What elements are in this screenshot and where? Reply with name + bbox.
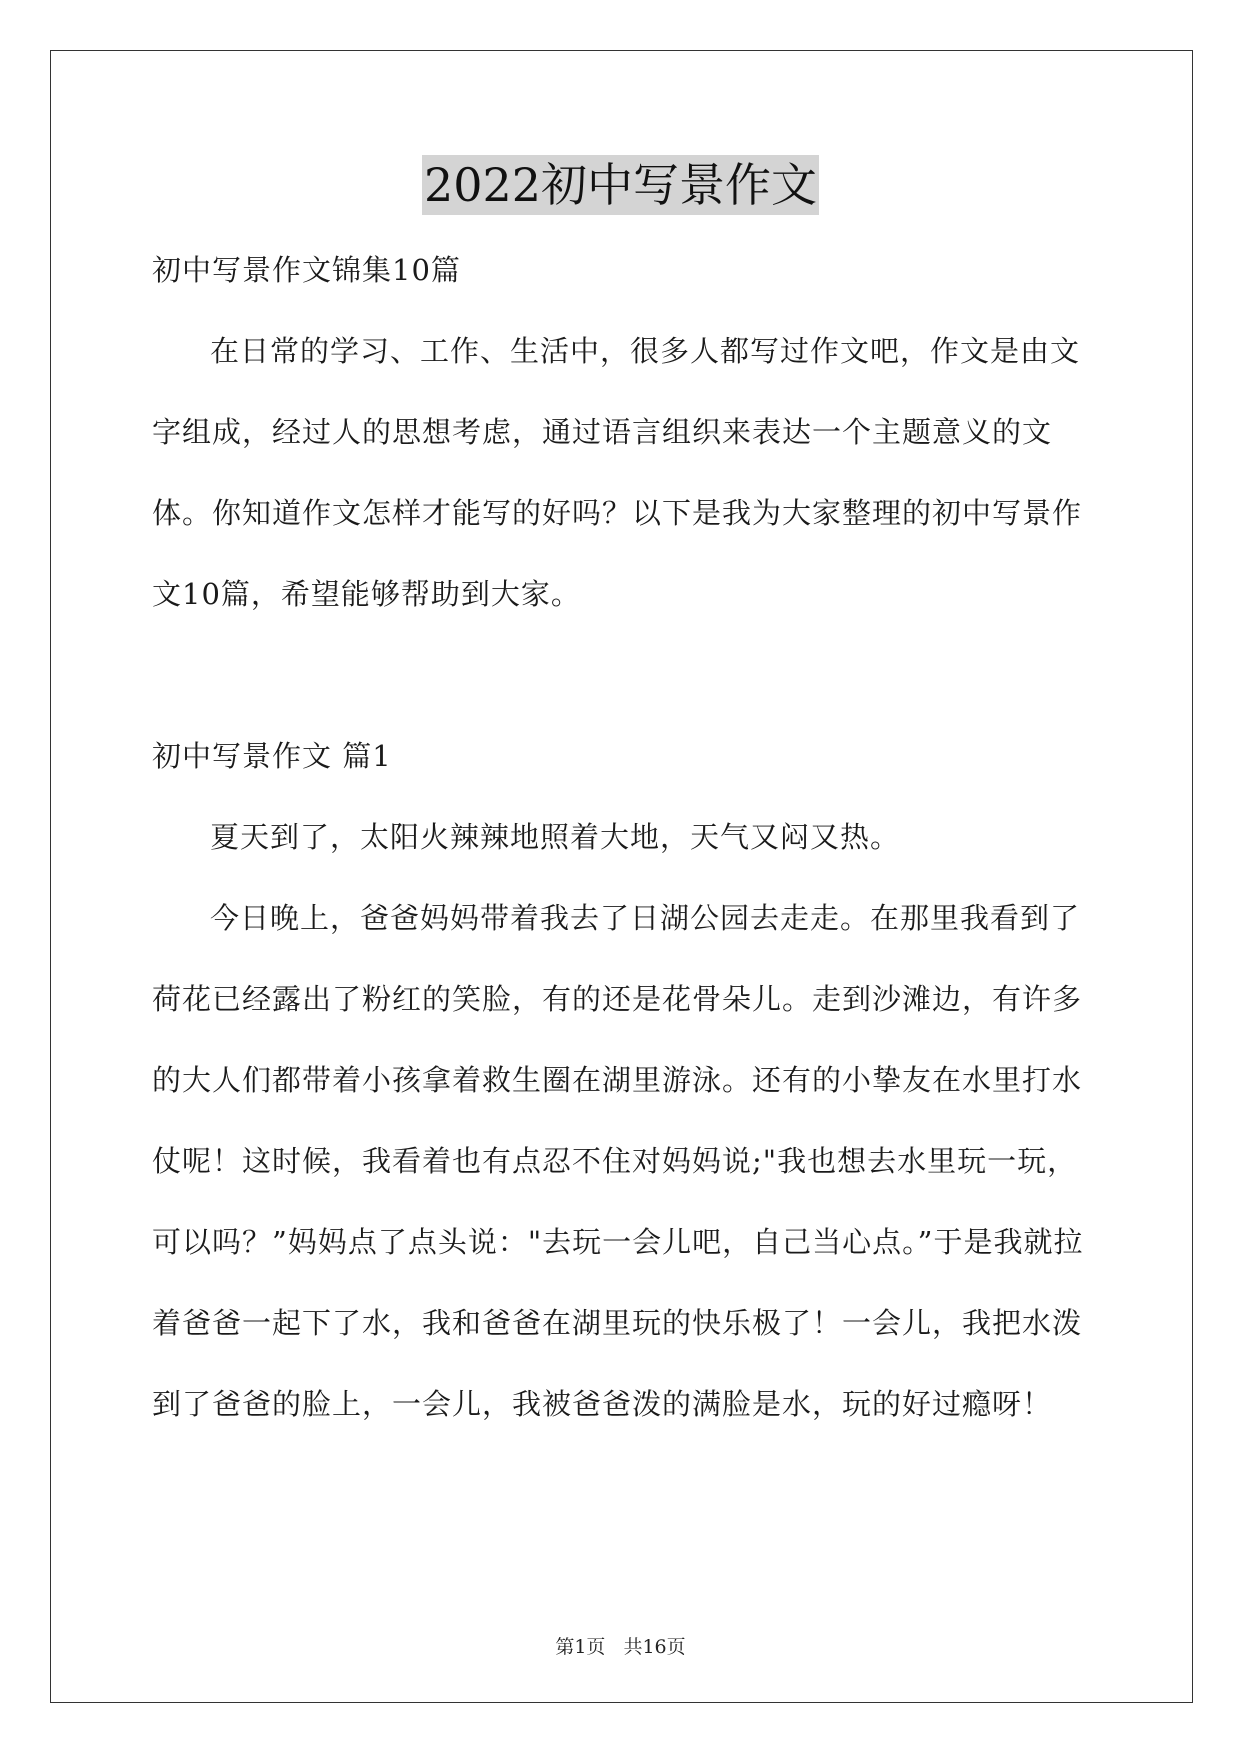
document-body xyxy=(152,230,1092,1445)
document-title: 2022初中写景作文 xyxy=(422,155,819,215)
page-footer xyxy=(0,1632,1241,1659)
title-container xyxy=(0,155,1241,215)
section-heading: 初中写景作文 篇1 xyxy=(152,739,392,773)
body-paragraph-2: 今日晚上，爸爸妈妈带着我去了日湖公园去走走。在那里我看到了荷花已经露出了粉红的笑脸，有的还是花骨朵儿。走到沙滩边，有许多的大人们都带着小孩拿着救生圈在湖里游泳。还有的小挚友在水里打水仗呢！这时候，我看着也有点忍不住对妈妈说;"我也想去水里玩一玩，可以吗？”妈妈点了点头说："去玩一会儿吧，自己当心点。”于是我就拉着爸爸一起下了水，我和爸爸在湖里玩的快乐极了！一会儿，我把水泼到了爸爸的脸上，一会儿，我被爸爸泼的满脸是水，玩的好过瘾呀！ xyxy=(152,901,1084,1421)
page-number-current: 第1页 xyxy=(555,1636,606,1658)
intro-paragraph: 在日常的学习、工作、生活中，很多人都写过作文吧，作文是由文字组成，经过人的思想考虑，通过语言组织来表达一个主题意义的文体。你知道作文怎样才能写的好吗？以下是我为大家整理的初中写景作文10篇，希望能够帮助到大家。 xyxy=(152,334,1083,611)
document-subtitle: 初中写景作文锦集10篇 xyxy=(152,253,461,287)
section-spacer xyxy=(152,635,1092,716)
page-number-total: 共16页 xyxy=(623,1636,686,1658)
body-paragraph-1: 夏天到了，太阳火辣辣地照着大地，天气又闷又热。 xyxy=(210,820,901,854)
